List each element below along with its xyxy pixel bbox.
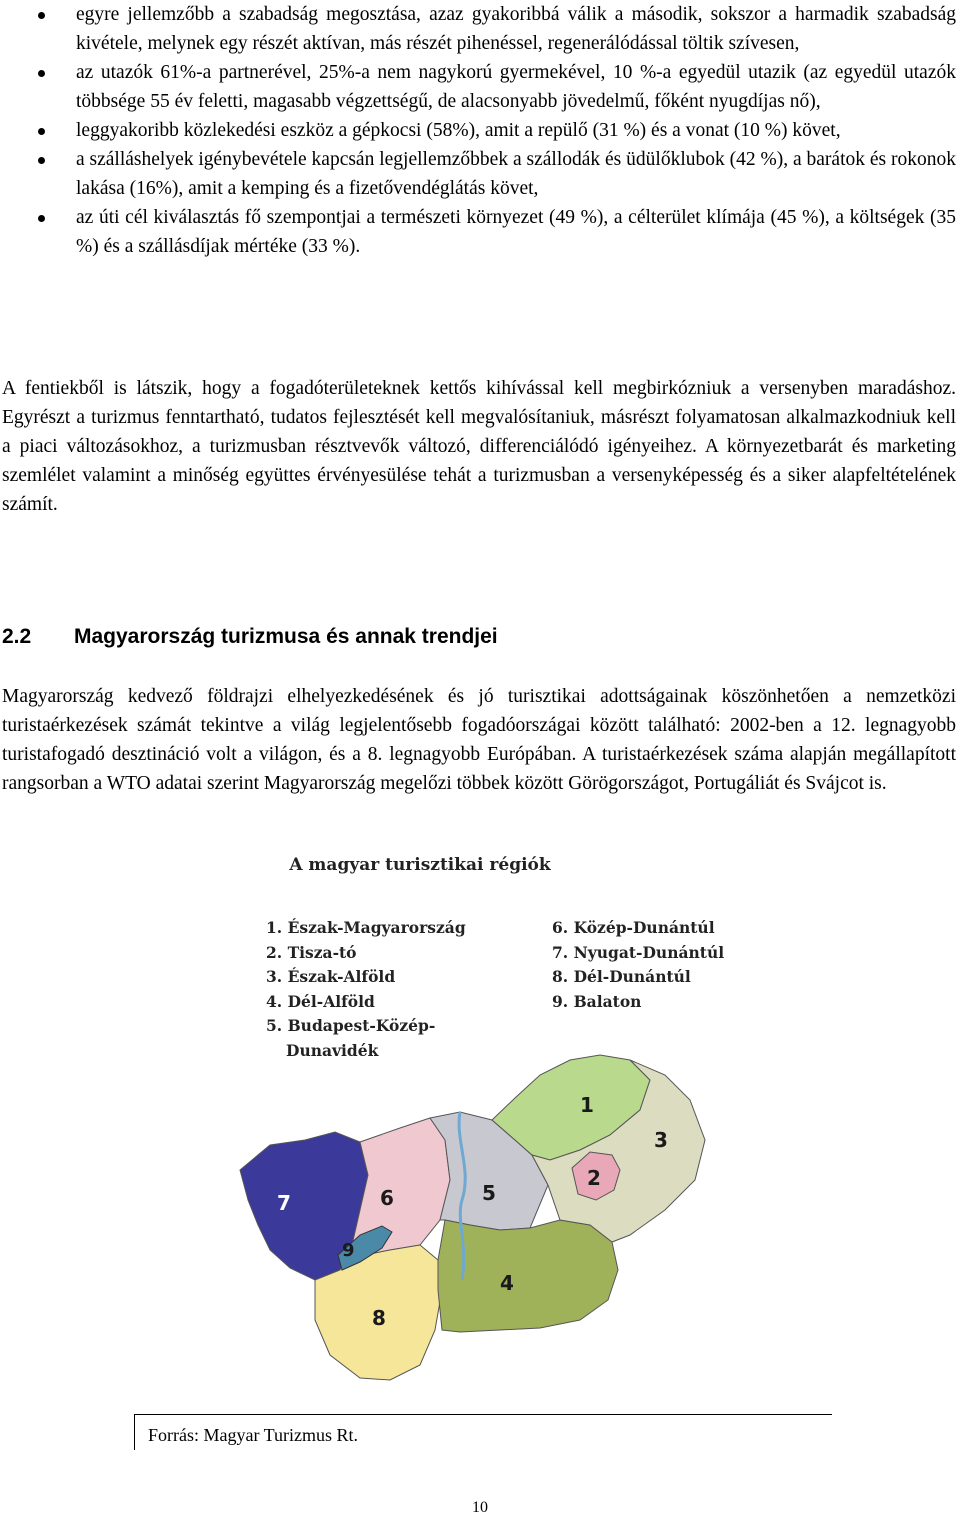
legend-item: 5. Budapest-Közép- — [266, 1016, 436, 1035]
list-item-text: az utazók 61%-a partnerével, 25%-a nem nagykorú gyermekével, 10 %-a egyedül utazik (az egyedül utazók többsége 55 év feletti, magasabb végzettségű, de alacsonyabb jövedelmű, főként nyugdíjas nő), — [76, 62, 956, 112]
legend-item: 1. Észak-Magyarország — [266, 918, 466, 937]
region-number-4: 4 — [500, 1271, 514, 1295]
hungary-regions-map — [120, 850, 832, 1415]
list-item-text: az úti cél kiválasztás fő szempontjai a természeti környezet (49 %), a célterület klímája (45 %), a költségek (35 %) és a szállásdíjak mértéke (33 %). — [76, 207, 956, 257]
legend-item: 8. Dél-Dunántúl — [552, 967, 691, 986]
region-number-2: 2 — [587, 1166, 601, 1190]
region-number-9: 9 — [342, 1240, 355, 1261]
list-item-text: a szálláshelyek igénybevétele kapcsán legjellemzőbbek a szállodák és üdülőklubok (42 %), a barátok és rokonok lakása (16%), amit a kemping és a fizetővendéglátás követ, — [76, 149, 956, 199]
section-number: 2.2 — [2, 625, 32, 648]
region-number-8: 8 — [372, 1306, 386, 1330]
bullet-icon — [38, 128, 45, 135]
legend-item: 3. Észak-Alföld — [266, 967, 396, 986]
region-4-shape — [438, 1220, 618, 1332]
bullet-icon — [38, 157, 45, 164]
section-title: Magyarország turizmusa és annak trendjei — [74, 625, 498, 648]
region-number-3: 3 — [654, 1128, 668, 1152]
list-item-text: egyre jellemzőbb a szabadság megosztása, azaz gyakoribbá válik a második, sokszor a harmadik szabadság kivétele, melynek egy részét aktívan, más részét pihenéssel, regenerálódással töltik szívesen, — [76, 4, 956, 54]
list-item — [0, 203, 960, 261]
section-heading — [2, 622, 498, 652]
bullet-icon — [38, 12, 45, 19]
list-item — [0, 58, 960, 116]
bullet-icon — [38, 70, 45, 77]
paragraph-hungary-tourism: Magyarország kedvező földrajzi elhelyezkedésének és jó turisztikai adottságainak köszönhetően a nemzetközi turistaérkezések számát tekintve a világ legjelentősebb fogadóországai között található: 2002-ben a 12. legnagyobb turistafogadó desztináció volt a világon, és a 8. legnagyobb Európában. A turistaérkezések száma alapján megállapított rangsorban a WTO adatai szerint Magyarország megelőzi többek között Görögországot, Portugáliát és Svájcot is. — [2, 686, 956, 794]
map-title: A magyar turisztikai régiók — [289, 855, 551, 875]
region-number-6: 6 — [380, 1186, 394, 1210]
legend-item: 9. Balaton — [552, 991, 642, 1011]
tourism-regions-map-figure — [120, 850, 832, 1415]
legend-item: 6. Közép-Dunántúl — [552, 918, 715, 937]
paragraph-challenges: A fentiekből is látszik, hogy a fogadóterületeknek kettős kihívással kell megbirkózniuk a versenyben maradáshoz. Egyrészt a turizmus fenntartható, tudatos fejlesztését kell megvalósítaniuk, másrészt folyamatosan alkalmazkodniuk kell a piaci változásokhoz, a turizmusban résztvevők változó, differenciálódó igényeihez. A környezetbarát és marketing szemlélet valamint a minőség együttes érvényesülése tehát a turizmusban a versenyképesség és a siker alapfeltételének számít. — [2, 378, 956, 515]
region-number-1: 1 — [580, 1093, 594, 1117]
bullet-list — [0, 0, 960, 261]
page-number: 10 — [472, 1499, 488, 1516]
list-item — [0, 145, 960, 203]
region-number-5: 5 — [482, 1181, 496, 1205]
region-number-7: 7 — [277, 1191, 291, 1215]
figure-source: Forrás: Magyar Turizmus Rt. — [148, 1425, 359, 1445]
legend-item: 4. Dél-Alföld — [266, 991, 375, 1011]
figure-frame-bottom — [134, 1414, 832, 1415]
legend-item: 2. Tisza-tó — [266, 942, 357, 962]
legend-item: 7. Nyugat-Dunántúl — [552, 942, 725, 962]
list-item — [0, 116, 960, 145]
bullet-icon — [38, 215, 45, 222]
list-item — [0, 0, 960, 58]
figure-frame-left — [134, 1414, 135, 1450]
list-item-text: leggyakoribb közlekedési eszköz a gépkocsi (58%), amit a repülő (31 %) és a vonat (10 %) követ, — [76, 120, 841, 141]
legend-item: Dunavidék — [286, 1040, 379, 1060]
